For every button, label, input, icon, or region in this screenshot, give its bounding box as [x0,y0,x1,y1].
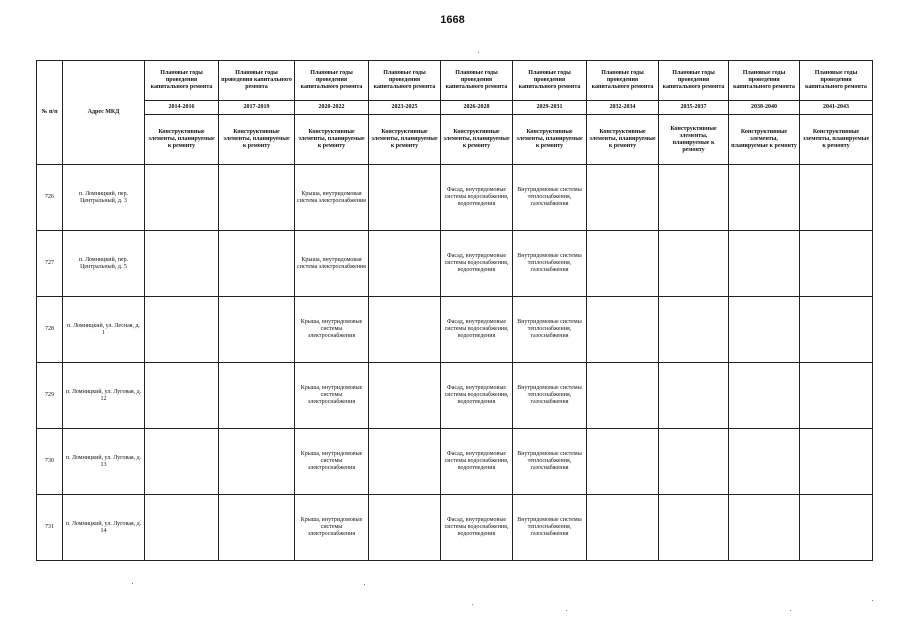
table-row [37,231,873,297]
period-header: Плановые годы проведения капитального ремонта [219,61,295,101]
table-body [37,165,873,561]
repair-cell: Фасад, внутридомовые системы водоснабжения, водоотведения [441,165,513,231]
table-row [37,363,873,429]
repair-cell [587,363,659,429]
repair-cell [219,495,295,561]
repair-cell [800,495,873,561]
repair-cell [659,165,729,231]
row-number: 731 [37,495,63,561]
repair-cell [145,363,219,429]
repair-cell [659,429,729,495]
table-row [37,165,873,231]
row-address: п. Ломницкий, ул. Луговая, д. 13 [63,429,145,495]
row-number: 727 [37,231,63,297]
period-header: Плановые годы проведения капитального ремонта [145,61,219,101]
capital-repair-table [36,60,873,561]
repair-cell [587,231,659,297]
repair-cell [800,429,873,495]
period-years: 2035-2037 [659,101,729,115]
repair-cell [219,297,295,363]
table-row [37,495,873,561]
repair-cell [729,231,800,297]
elements-header: Конструктивные элементы, планируемые к ремонту [800,115,873,165]
repair-cell: Фасад, внутридомовые системы водоснабжения, водоотведения [441,429,513,495]
period-header: Плановые годы проведения капитального ремонта [587,61,659,101]
repair-cell [800,231,873,297]
repair-cell [729,429,800,495]
row-address: п. Ломницкий, ул. Лесная, д. 1 [63,297,145,363]
row-number: 726 [37,165,63,231]
repair-cell [219,165,295,231]
repair-cell [145,297,219,363]
repair-cell [659,231,729,297]
repair-cell [369,297,441,363]
repair-cell [219,363,295,429]
repair-cell [587,165,659,231]
table-header [37,61,873,165]
repair-cell: Внутридомовые системы теплоснабжения, газоснабжения [513,297,587,363]
elements-header: Конструктивные элементы, планируемые к ремонту [295,115,369,165]
repair-cell: Крыша, внутридомовые системы электроснабжения [295,429,369,495]
row-number: 730 [37,429,63,495]
repair-cell: Фасад, внутридомовые системы водоснабжения, водоотведения [441,495,513,561]
repair-cell [587,429,659,495]
repair-cell [219,231,295,297]
repair-cell: Фасад, внутридомовые системы водоснабжения, водоотведения [441,297,513,363]
elements-header: Конструктивные элементы, планируемые к ремонту [659,115,729,165]
repair-cell [800,297,873,363]
repair-cell [587,297,659,363]
period-header: Плановые годы проведения капитального ремонта [369,61,441,101]
repair-cell [659,495,729,561]
repair-cell [145,165,219,231]
repair-cell: Крыша, внутридомовые системы электроснабжения [295,363,369,429]
period-years: 2032-2034 [587,101,659,115]
repair-cell: Крыша, внутридомовая система электроснабжения [295,165,369,231]
repair-cell: Внутридомовые системы теплоснабжения, газоснабжения [513,429,587,495]
repair-cell [145,495,219,561]
table-row [37,297,873,363]
period-header: Плановые годы проведения капитального ремонта [295,61,369,101]
elements-header: Конструктивные элементы, планируемые к ремонту [441,115,513,165]
repair-cell [659,297,729,363]
repair-cell [729,495,800,561]
period-years: 2020-2022 [295,101,369,115]
repair-cell [800,165,873,231]
elements-header: Конструктивные элементы, планируемые к ремонту [369,115,441,165]
repair-cell: Фасад, внутридомовые системы водоснабжения, водоотведения [441,363,513,429]
elements-header: Конструктивные элементы, планируемые к ремонту [587,115,659,165]
repair-cell [369,495,441,561]
repair-cell [369,165,441,231]
repair-cell [729,297,800,363]
page-number: 1668 [440,14,465,26]
repair-cell [219,429,295,495]
period-years: 2014-2016 [145,101,219,115]
period-header: Плановые годы проведения капитального ремонта [729,61,800,101]
repair-cell [659,363,729,429]
repair-cell: Крыша, внутридомовые системы электроснабжения [295,297,369,363]
repair-cell [587,495,659,561]
period-header: Плановые годы проведения капитального ремонта [513,61,587,101]
repair-cell [145,231,219,297]
address-header: Адрес МКД [63,61,145,165]
period-header: Плановые годы проведения капитального ремонта [800,61,873,101]
period-years: 2026-2028 [441,101,513,115]
repair-cell: Крыша, внутридомовая система электроснабжения [295,231,369,297]
elements-header: Конструктивные элементы, планируемые к ремонту [513,115,587,165]
repair-cell [800,363,873,429]
repair-cell: Внутридомовые системы теплоснабжения, газоснабжения [513,495,587,561]
period-years: 2023-2025 [369,101,441,115]
row-address: п. Ломницкий, ул. Луговая, д. 14 [63,495,145,561]
repair-cell: Внутридомовые системы теплоснабжения, газоснабжения [513,363,587,429]
num-header: № п/п [37,61,63,165]
repair-cell [369,231,441,297]
repair-cell [145,429,219,495]
row-address: п. Ломницкий, ул. Луговая, д. 12 [63,363,145,429]
repair-cell: Крыша, внутридомовые системы электроснабжения [295,495,369,561]
repair-cell [729,363,800,429]
elements-header: Конструктивные элементы, планируемые к ремонту [219,115,295,165]
repair-cell [369,363,441,429]
repair-cell: Внутридомовые системы теплоснабжения, газоснабжения [513,231,587,297]
period-years: 2041-2043 [800,101,873,115]
elements-header: Конструктивные элементы, планируемые к ремонту [729,115,800,165]
row-address: п. Ломницкий, пер. Центральный, д. 5 [63,231,145,297]
repair-cell [369,429,441,495]
period-years: 2038-2040 [729,101,800,115]
period-header: Плановые годы проведения капитального ремонта [441,61,513,101]
repair-cell: Фасад, внутридомовые системы водоснабжения, водоотведения [441,231,513,297]
elements-header: Конструктивные элементы, планируемые к ремонту [145,115,219,165]
row-address: п. Ломницкий, пер. Центральный, д. 3 [63,165,145,231]
period-years: 2017-2019 [219,101,295,115]
row-number: 729 [37,363,63,429]
period-years: 2029-2031 [513,101,587,115]
period-header: Плановые годы проведения капитального ремонта [659,61,729,101]
repair-cell: Внутридомовые системы теплоснабжения, газоснабжения [513,165,587,231]
table-row [37,429,873,495]
row-number: 728 [37,297,63,363]
repair-cell [729,165,800,231]
